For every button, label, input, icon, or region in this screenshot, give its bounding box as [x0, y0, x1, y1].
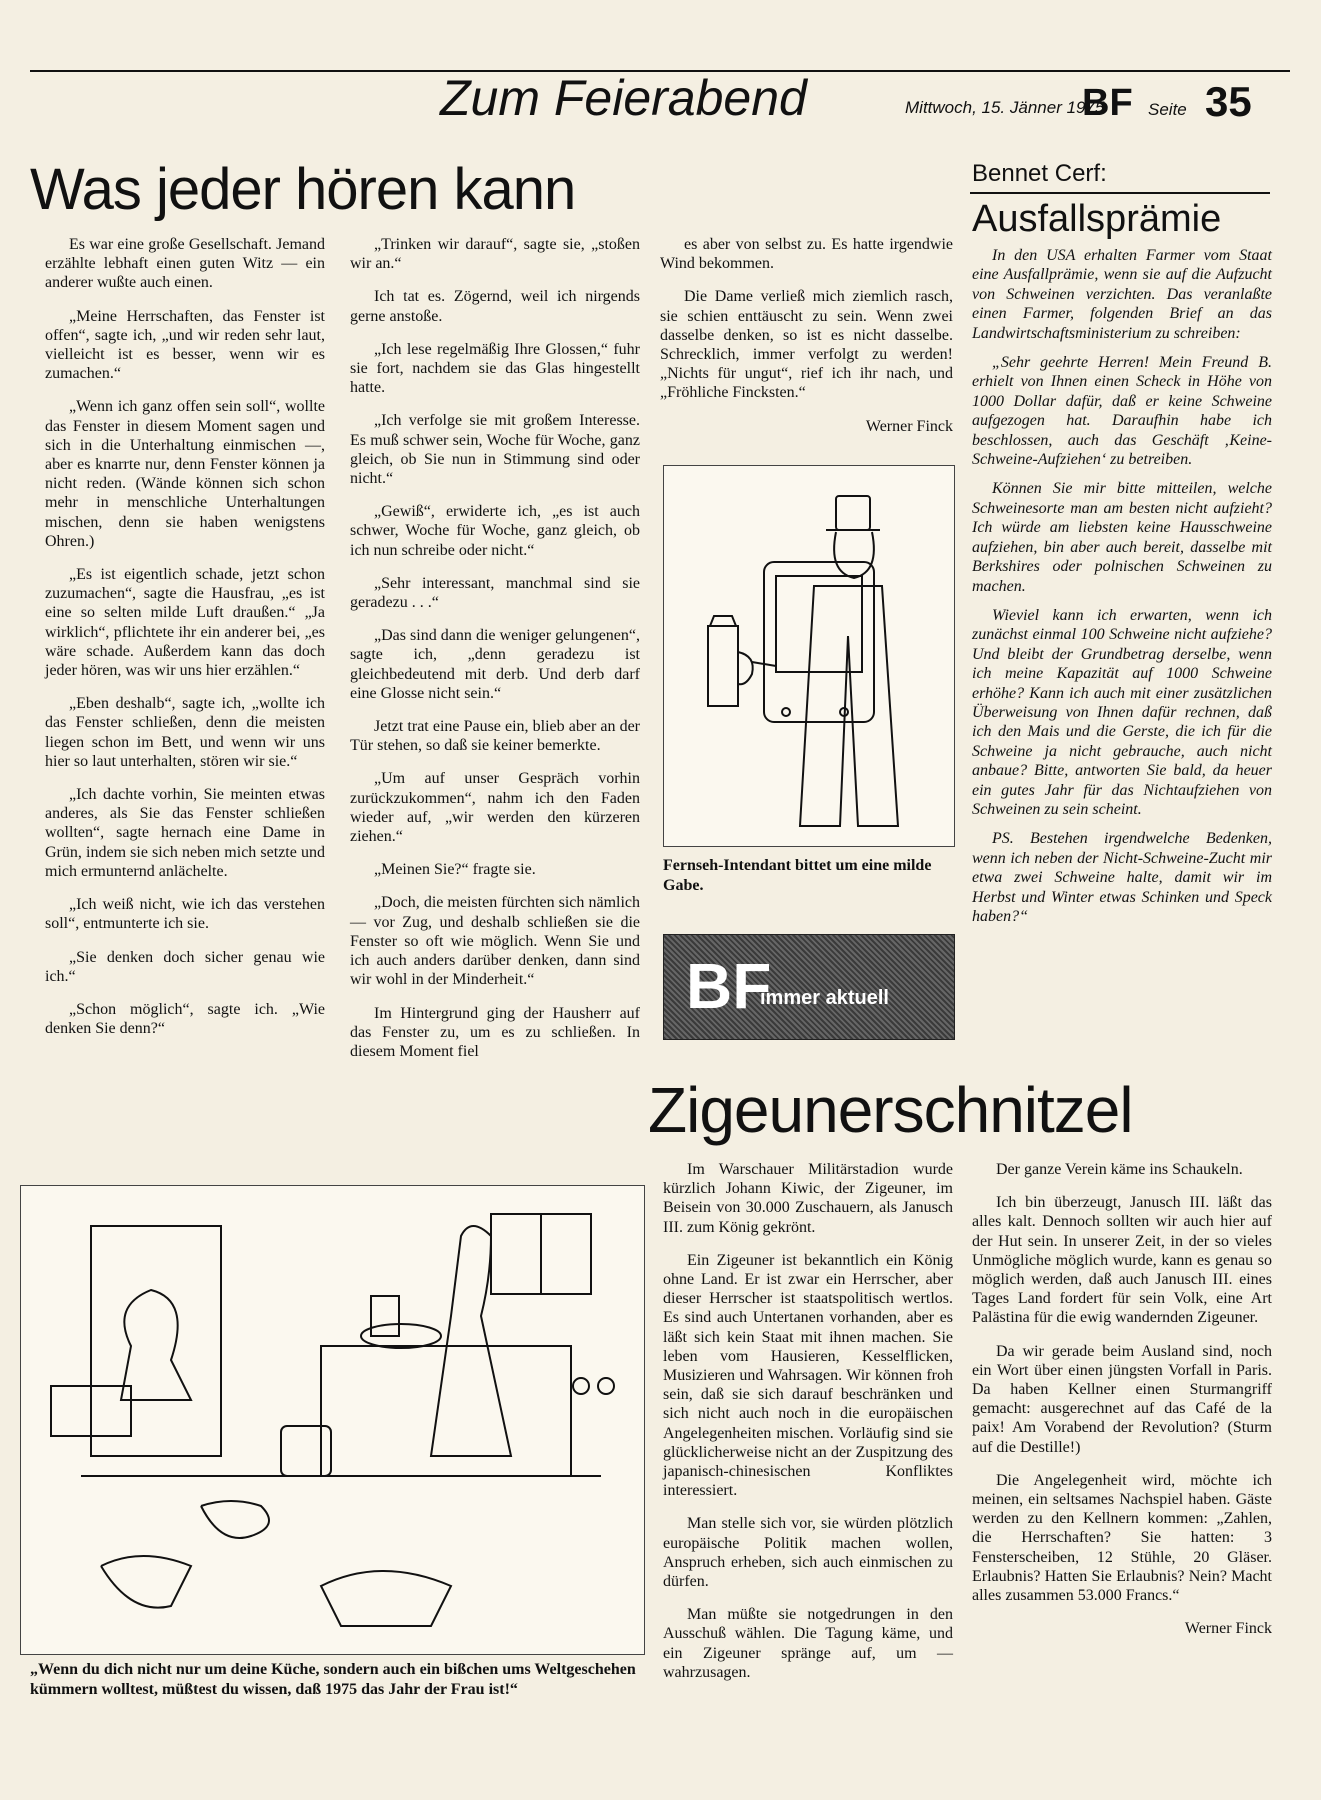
- paragraph: „Meine Herrschaften, das Fenster ist offen“, sagte ich, „und wir reden sehr laut, vielleicht ist es besser, wenn wir es zumachen.“: [45, 307, 325, 383]
- paper-logo: BF: [1082, 82, 1133, 124]
- paragraph: „Es ist eigentlich schade, jetzt schon zuzumachen“, sagte die Hausfrau, „es ist eine so selten milde Luft draußen.“ „Ja wirklich“, pflichtete ihr ein anderer bei, „es wäre schade. Außerdem kann das doch jeder hören, was wir uns hier erzählen.“: [45, 566, 325, 680]
- paragraph: „Sehr interessant, manchmal sind sie geradezu . . .“: [350, 574, 640, 612]
- paragraph: Es war eine große Gesellschaft. Jemand erzählte lebhaft einen guten Witz — ein anderer wußte auch einen.: [45, 236, 325, 292]
- sidebar-article: [972, 246, 1272, 936]
- paragraph: Können Sie mir bitte mitteilen, welche Schweinesorte man am besten nicht aufzieht? Ich würde am liebsten keine Hausschweine aufziehen, bin aber auch bereit, dasselbe mit Berkshires oder polnischen Schweinen zu machen.: [972, 480, 1272, 595]
- paragraph: „Doch, die meisten fürchten sich nämlich — vor Zug, und deshalb schließen sie die Fenster so oft wie möglich. Wenn Sie und ich auch anders darüber denken, dann sind wir wohl in der Minderheit.“: [350, 894, 640, 989]
- paragraph: In den USA erhalten Farmer vom Staat eine Ausfallprämie, wenn sie auf die Aufzucht von Schweinen verzichten. Das veranlaßte einen Farmer, folgenden Brief an das Landwirtschaftsministerium zu schreiben:: [972, 247, 1272, 342]
- paragraph: „Das sind dann die weniger gelungenen“, sagte ich, „denn geradezu ist gleichbedeutend mit derb. Und derb darf eine Glosse nicht sein.“: [350, 627, 640, 702]
- paragraph: Ein Zigeuner ist bekanntlich ein König ohne Land. Er ist zwar ein Herrscher, aber dieser Herrscher ist staatspolitisch wertlos. Es sind auch Untertanen vorhanden, aber es läßt sich kein Staat mit ihnen machen. Sie leben vom Hausieren, Kesselflicken, Musizieren und Wahrsagen. Wir können froh sein, daß sie sich darauf beschränken und sich nicht auch noch in die europäischen Angelegenheiten mischen. Vorläufig sind sie glücklicherweise nicht an der Zuspitzung des japanisch-chinesischen Konfliktes interessiert.: [663, 1251, 953, 1500]
- paragraph: „Sie denken doch sicher genau wie ich.“: [45, 948, 325, 985]
- sidebar-headline: Ausfallsprämie: [972, 198, 1222, 240]
- paragraph: PS. Bestehen irgendwelche Bedenken, wenn ich neben der Nicht-Schweine-Zucht mir etwa zwei Schweine halte, damit wir im Herbst und Winter etwas Schinken und Speck haben?“: [972, 830, 1272, 925]
- page-header: [30, 70, 1290, 126]
- promo-logo: BF: [686, 950, 772, 1022]
- paragraph: Wieviel kann ich erwarten, wenn ich zunächst einmal 100 Schweine nicht aufziehe? Und bleibt der Grundbetrag derselbe, wenn ich meine Kapazität auf 1000 Schweine erhöhe? Kann ich auch mit einer zusätzlichen Überweisung von Ihnen dafür rechnen, daß ich den Mais und die Gerste, die ich für die Schweine ja nicht gebrauche, auch nicht anbaue? Bitte, antworten Sie bald, da heuer ein gutes Jahr für das Nichtaufziehen von Schweinen zu sein scheint.: [972, 606, 1272, 818]
- main-headline: Was jeder hören kann: [30, 157, 576, 222]
- section-title: Zum Feierabend: [440, 70, 807, 126]
- paragraph: „Um auf unser Gespräch vorhin zurückzukommen“, nahm ich den Faden wieder auf, „wir werden den kürzeren ziehen.“: [350, 770, 640, 846]
- zig-column-2: [972, 1160, 1272, 1652]
- paragraph: „Ich lese regelmäßig Ihre Glossen,“ fuhr sie fort, nachdem sie das Glas hingestellt hatte.: [350, 340, 640, 397]
- sidebar-byline: Bennet Cerf:: [972, 160, 1107, 187]
- cartoon-intendant-caption: Fernseh-Intendant bittet um eine milde Gabe.: [663, 857, 932, 894]
- paragraph: es aber von selbst zu. Es hatte irgendwie Wind bekommen.: [660, 236, 953, 273]
- paragraph: Man stelle sich vor, sie würden plötzlich europäische Politik machen wollen, Anspruch erheben, sich auch einmischen zu dürfen.: [663, 1515, 953, 1591]
- article-author: Werner Finck: [865, 417, 953, 435]
- paragraph: Ich bin überzeugt, Janusch III. läßt das alles kalt. Dennoch sollten wir auch hier auf der Hut sein. In unserer Zeit, in der so vieles Unmögliche möglich wurde, kann es genau so möglich werden, daß auch Janusch III. eines Tages Land fordert für sein Volk, eine Art Palästina für die ewig wandernden Zigeuner.: [972, 1194, 1272, 1327]
- page-number: 35: [1205, 78, 1252, 125]
- sidebar-rule: [970, 192, 1270, 194]
- paragraph: „Ich dachte vorhin, Sie meinten etwas anderes, als Sie das Fenster schließen wollten“, sagte hernach eine Dame in Grün, indem sie sich neben mich setzte und mich ermunternd anlächelte.: [45, 786, 325, 880]
- paragraph: „Gewiß“, erwiderte ich, „es ist auch schwer, Woche für Woche, ganz gleich, ob ich nun schreibe oder nicht.“: [350, 503, 640, 559]
- cartoon-intendant: [663, 465, 955, 847]
- paragraph: „Wenn ich ganz offen sein soll“, wollte das Fenster in diesem Moment sagen und sich in die Unterhaltung einmischen —, aber es knarrte nur, denn Fenster können ja nicht reden. (Wände können sich schon mehr in menschliche Unterhaltungen mischen, denn sie haben wenigstens Ohren.): [45, 398, 325, 550]
- paragraph: „Meinen Sie?“ fragte sie.: [374, 861, 536, 879]
- paragraph: Man müßte sie notgedrungen in den Ausschuß wählen. Die Tagung käme, und ein Zigeuner spränge auf, um — wahrzusagen.: [663, 1606, 953, 1681]
- cartoon-drawing: [664, 466, 954, 846]
- paragraph: Die Dame verließ mich ziemlich rasch, sie schien enttäuscht zu sein. Wenn zwei dasselbe denken, so ist es nicht dasselbe. Schrecklich, immer verfolgt zu werden! „Nichts für ungut“, rief ich ihr nach, und „Fröhliche Fincksten.“: [660, 288, 953, 402]
- main-article-column-1: [45, 235, 325, 1052]
- paragraph: Ich tat es. Zögernd, weil ich nirgends gerne anstoße.: [350, 288, 640, 325]
- paragraph: Da wir gerade beim Ausland sind, noch ein Wort über einen jüngsten Vorfall in Paris. Da haben Kellner einen Sturmangriff gemacht: ausgerechnet auf das Café de la paix! Am Vorabend der Revolution? (Sturm auf die Destille!): [972, 1342, 1272, 1456]
- main-article-column-2: [350, 235, 640, 1075]
- cartoon-kitchen-drawing: [21, 1186, 644, 1654]
- paragraph: Im Warschauer Militärstadion wurde kürzlich Johann Kiwic, der Zigeuner, im Beisein von 30.000 Zuschauern, als Janusch III. zum König gekrönt.: [663, 1161, 953, 1236]
- cartoon-kitchen-caption: „Wenn du dich nicht nur um deine Küche, sondern auch ein bißchen ums Weltgeschehen kümmern wolltest, müßtest du wissen, daß 1975 das Jahr der Frau ist!“: [30, 1661, 636, 1698]
- zig-headline: Zigeunerschnitzel: [648, 1074, 1133, 1146]
- paragraph: Die Angelegenheit wird, möchte ich meinen, ein seltsames Nachspiel haben. Gäste werden zu den Kellnern kommen: „Zahlen, die Herrschaften? Sie hatten: 3 Fensterscheiben, 12 Stühle, 20 Gläser. Erlaubnis? Hatten Sie Erlaubnis? Nein? Macht alles zusammen 53.000 Francs.“: [972, 1471, 1272, 1605]
- paragraph: „Eben deshalb“, sagte ich, „wollte ich das Fenster schließen, denn die meisten liegen schon im Bett, und wenn wir uns hier so laut unterhalten, stören wir sie.“: [45, 695, 325, 770]
- paragraph: „Sehr geehrte Herren! Mein Freund B. erhielt von Ihnen einen Scheck in Höhe von 1000 Dollar dafür, daß er keine Schweine aufgezogen hat. Daraufhin habe ich beschlossen, auch das Geschäft ‚Keine-Schweine-Aufziehen‘ zu betreiben.: [972, 354, 1272, 469]
- zig-author: Werner Finck: [1184, 1620, 1272, 1638]
- main-article-column-3: [660, 235, 953, 450]
- issue-date: Mittwoch, 15. Jänner 1975: [905, 98, 1105, 117]
- cartoon-kitchen: [20, 1185, 645, 1655]
- paragraph: Im Hintergrund ging der Hausherr auf das Fenster zu, um es zu schließen. In diesem Moment fiel: [350, 1004, 640, 1060]
- paragraph: „Ich verfolge sie mit großem Interesse. Es muß schwer sein, Woche für Woche, ganz gleich, ob Sie nun in Stimmung sind oder nicht.“: [350, 412, 640, 488]
- paragraph: Der ganze Verein käme ins Schaukeln.: [996, 1161, 1243, 1178]
- paragraph: „Schon möglich“, sagte ich. „Wie denken Sie denn?“: [45, 1000, 325, 1038]
- promo-banner[interactable]: [663, 934, 955, 1040]
- zig-column-1: [663, 1160, 953, 1696]
- paragraph: „Ich weiß nicht, wie ich das verstehen soll“, entmunterte ich sie.: [45, 896, 325, 933]
- paragraph: Jetzt trat eine Pause ein, blieb aber an der Tür stehen, so daß sie keiner bemerkte.: [350, 718, 640, 755]
- promo-text: immer aktuell: [760, 987, 889, 1009]
- page-label: Seite: [1148, 100, 1187, 119]
- paragraph: „Trinken wir darauf“, sagte sie, „stoßen wir an.“: [350, 236, 640, 273]
